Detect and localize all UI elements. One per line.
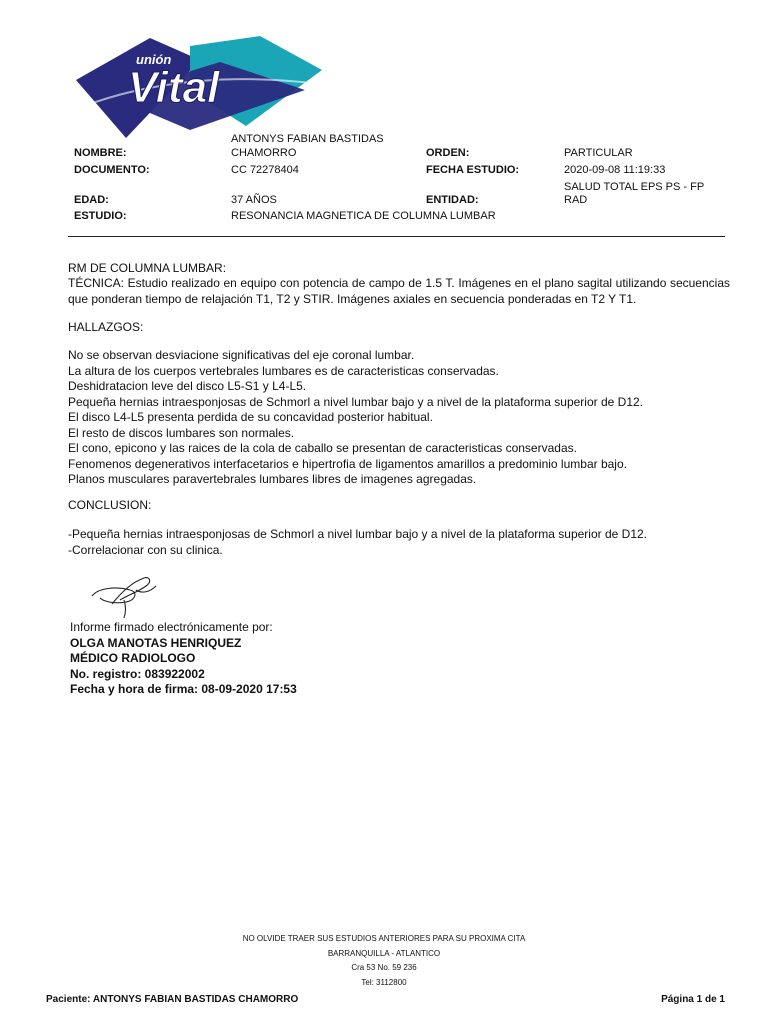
union-vital-logo — [70, 34, 330, 140]
report-title: RM DE COLUMNA LUMBAR: — [68, 261, 227, 275]
footer-address: Cra 53 No. 59 236 — [351, 963, 417, 972]
estudio-value: RESONANCIA MAGNETICA DE COLUMNA LUMBAR — [231, 210, 496, 222]
hallazgo-item: No se observan desviacione significativas del eje coronal lumbar. — [68, 348, 415, 362]
tecnica-paragraph: TÉCNICA: Estudio realizado en equipo con potencia de campo de 1.5 T. Imágenes en el plano sagital utilizando secuencias que ponderan tiempo de relajación T1, T2 y STIR. Imágenes axiales en secuencia ponderadas en T2 Y T1. — [68, 276, 730, 306]
doctor-role: MÉDICO RADIOLOGO — [70, 651, 196, 665]
fecha-estudio-label: FECHA ESTUDIO: — [426, 164, 520, 176]
hallazgo-item: El disco L4-L5 presenta perdida de su concavidad posterior habitual. — [68, 410, 433, 424]
hallazgos-heading: HALLAZGOS: — [68, 320, 144, 334]
entidad-value-line2: RAD — [564, 194, 588, 206]
footer-city: BARRANQUILLA - ATLANTICO — [327, 948, 441, 958]
edad-label: EDAD: — [74, 194, 109, 206]
conclusion-item: -Correlacionar con su clinica. — [68, 542, 223, 557]
footer-phone: Tel: 3112800 — [361, 977, 407, 987]
estudio-label: ESTUDIO: — [74, 210, 127, 222]
fecha-estudio-value: 2020-09-08 11:19:33 — [564, 164, 666, 176]
conclusion-item: -Pequeña hernias intraesponjosas de Schmorl a nivel lumbar bajo y a nivel de la plataforma superior de D12. — [68, 527, 647, 541]
hallazgo-item: Deshidratacion leve del disco L5-S1 y L4-L5. — [68, 379, 307, 393]
page-number: Página 1 de 1 — [661, 994, 725, 1005]
logo-top-word: unión — [136, 52, 172, 67]
logo-main-word: Vital — [128, 63, 220, 112]
handwritten-signature — [86, 574, 166, 620]
signature-date: Fecha y hora de firma: 08-09-2020 17:53 — [70, 682, 297, 696]
footer-patient: Paciente: ANTONYS FABIAN BASTIDAS CHAMORRO — [46, 994, 299, 1005]
hallazgo-item: La altura de los cuerpos vertebrales lumbares es de caracteristicas conservadas. — [68, 363, 499, 378]
hallazgo-item: El cono, epicono y las raices de la cola de caballo se presentan de caracteristicas conservadas. — [68, 441, 577, 455]
conclusion-heading: CONCLUSION: — [68, 498, 152, 512]
hallazgo-item: Pequeña hernias intraesponjosas de Schmorl a nivel lumbar bajo y a nivel de la plataforma superior de D12. — [68, 394, 643, 409]
orden-label: ORDEN: — [426, 147, 470, 159]
nombre-label: NOMBRE: — [74, 147, 127, 159]
footer-info — [0, 932, 768, 990]
patient-name-line1: ANTONYS FABIAN BASTIDAS — [231, 133, 384, 145]
signature-block — [70, 620, 297, 698]
hallazgo-item: El resto de discos lumbares son normales. — [68, 425, 295, 440]
documento-value: CC 72278404 — [231, 164, 299, 176]
hallazgos-list — [68, 348, 730, 488]
patient-name-line2: CHAMORRO — [231, 147, 297, 159]
hallazgo-item: Fenomenos degenerativos interfacetarios e hipertrofia de ligamentos amarillos a predominio lumbar bajo. — [68, 456, 627, 471]
registro-number: No. registro: 083922002 — [70, 666, 205, 681]
hallazgo-item: Planos musculares paravertebrales lumbares libres de imagenes agregadas. — [68, 472, 477, 486]
footer-reminder: NO OLVIDE TRAER SUS ESTUDIOS ANTERIORES PARA SU PROXIMA CITA — [242, 934, 526, 943]
orden-value: PARTICULAR — [564, 147, 633, 159]
signed-by-intro: Informe firmado electrónicamente por: — [70, 620, 273, 634]
documento-label: DOCUMENTO: — [74, 164, 150, 176]
doctor-name: OLGA MANOTAS HENRIQUEZ — [70, 635, 242, 650]
conclusion-list — [68, 527, 730, 558]
entidad-value-line1: SALUD TOTAL EPS PS - FP — [564, 181, 705, 193]
header-divider — [68, 236, 725, 237]
edad-value: 37 AÑOS — [231, 194, 277, 206]
entidad-label: ENTIDAD: — [426, 194, 479, 206]
